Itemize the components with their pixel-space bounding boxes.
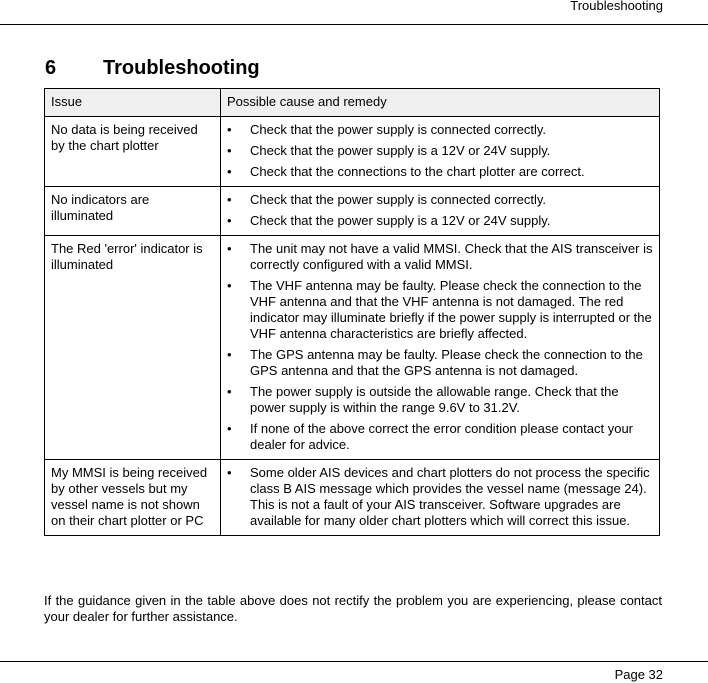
bullet-icon: • xyxy=(227,241,232,256)
remedy-cell xyxy=(221,117,660,187)
remedy-list xyxy=(227,192,653,229)
issue-cell: No data is being received by the chart plotter xyxy=(45,117,221,187)
remedy-item xyxy=(227,278,653,342)
remedy-item xyxy=(227,192,653,208)
section-title: Troubleshooting xyxy=(103,57,260,79)
remedy-text: Check that the power supply is a 12V or 24V supply. xyxy=(250,213,551,228)
bullet-icon: • xyxy=(227,164,232,179)
page-number: Page 32 xyxy=(614,667,663,682)
remedy-list xyxy=(227,122,653,180)
section-heading xyxy=(45,57,260,80)
remedy-item xyxy=(227,143,653,159)
remedy-list xyxy=(227,241,653,453)
header-rule xyxy=(0,24,708,25)
section-number: 6 xyxy=(45,57,57,79)
remedy-text: Check that the power supply is connected correctly. xyxy=(250,122,547,137)
remedy-text: The GPS antenna may be faulty. Please check the connection to the GPS antenna and that the GPS antenna is not damaged. xyxy=(250,347,643,378)
bullet-icon: • xyxy=(227,213,232,228)
remedy-text: The unit may not have a valid MMSI. Check that the AIS transceiver is correctly configured with a valid MMSI. xyxy=(250,241,653,272)
remedy-text: Check that the power supply is a 12V or 24V supply. xyxy=(250,143,551,158)
remedy-item xyxy=(227,384,653,416)
troubleshooting-table xyxy=(44,88,660,536)
remedy-cell xyxy=(221,236,660,460)
table-row xyxy=(45,187,660,236)
bullet-icon: • xyxy=(227,465,232,480)
issue-cell: The Red 'error' indicator is illuminated xyxy=(45,236,221,460)
remedy-cell xyxy=(221,187,660,236)
bullet-icon: • xyxy=(227,192,232,207)
remedy-text: The VHF antenna may be faulty. Please check the connection to the VHF antenna and that the VHF antenna is not damaged. The red indicator may illuminate briefly if the power supply is interrupted or the VHF antenna characteristics are briefly affected. xyxy=(250,278,652,341)
column-header-remedy: Possible cause and remedy xyxy=(221,89,660,117)
issue-cell: No indicators are illuminated xyxy=(45,187,221,236)
footer-rule xyxy=(0,661,708,662)
table-row xyxy=(45,460,660,536)
remedy-text: If none of the above correct the error condition please contact your dealer for advice. xyxy=(250,421,634,452)
column-header-issue: Issue xyxy=(45,89,221,117)
remedy-item xyxy=(227,241,653,273)
remedy-text: Check that the power supply is connected correctly. xyxy=(250,192,547,207)
remedy-text: The power supply is outside the allowable range. Check that the power supply is within the range 9.6V to 31.2V. xyxy=(250,384,619,415)
bullet-icon: • xyxy=(227,347,232,362)
remedy-text: Check that the connections to the chart plotter are correct. xyxy=(250,164,585,179)
closing-paragraph: If the guidance given in the table above does not rectify the problem you are experiencing, please contact your dealer for further assistance. xyxy=(44,593,662,624)
remedy-item xyxy=(227,347,653,379)
remedy-item xyxy=(227,421,653,453)
bullet-icon: • xyxy=(227,122,232,137)
remedy-list xyxy=(227,465,653,529)
bullet-icon: • xyxy=(227,384,232,399)
table-row xyxy=(45,117,660,187)
remedy-item xyxy=(227,122,653,138)
remedy-item xyxy=(227,164,653,180)
table-row xyxy=(45,236,660,460)
running-header: Troubleshooting xyxy=(570,0,663,13)
bullet-icon: • xyxy=(227,278,232,293)
remedy-item xyxy=(227,213,653,229)
bullet-icon: • xyxy=(227,143,232,158)
issue-cell: My MMSI is being received by other vessels but my vessel name is not shown on their chart plotter or PC xyxy=(45,460,221,536)
remedy-text: Some older AIS devices and chart plotters do not process the specific class B AIS message which provides the vessel name (message 24). This is not a fault of your AIS transceiver. Software upgrades are available for many older chart plotters which will correct this issue. xyxy=(250,465,650,528)
remedy-cell xyxy=(221,460,660,536)
bullet-icon: • xyxy=(227,421,232,436)
remedy-item xyxy=(227,465,653,529)
